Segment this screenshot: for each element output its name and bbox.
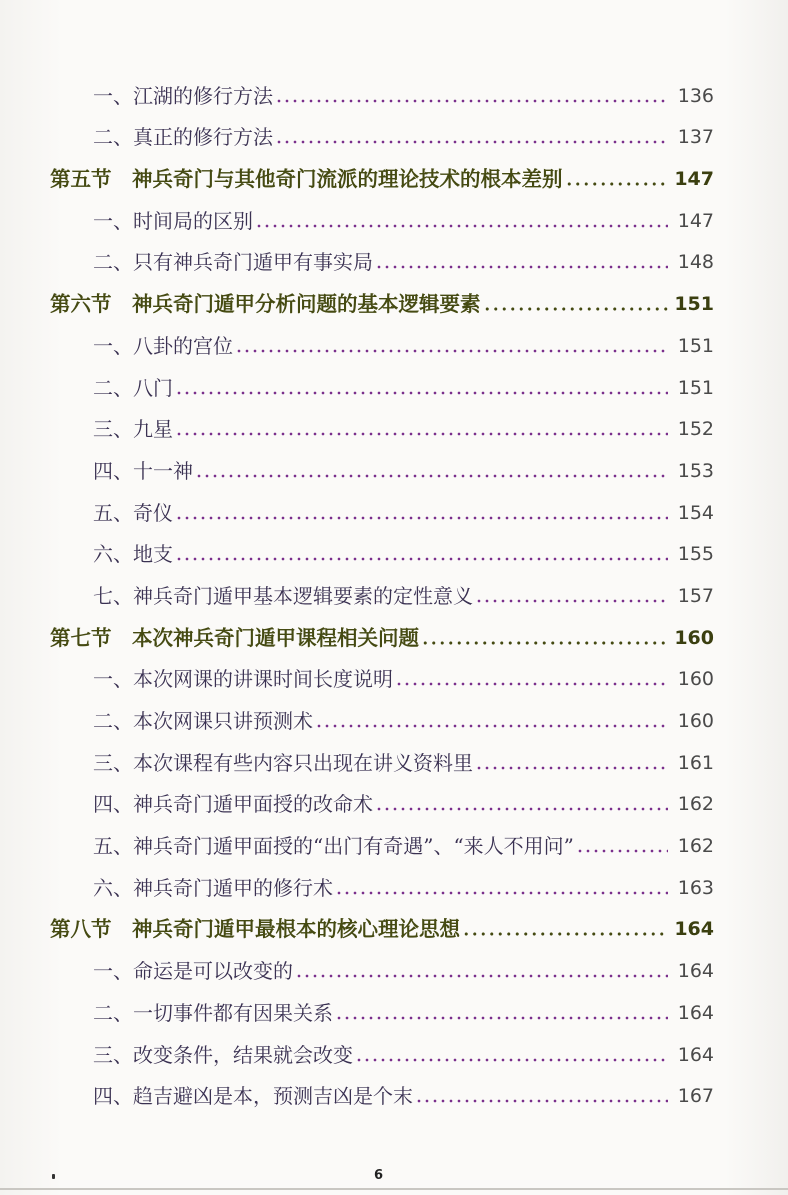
toc-section-entry[interactable]: [50, 153, 714, 195]
leader-dots: [335, 891, 668, 895]
toc-subsection-entry[interactable]: [50, 1071, 714, 1113]
toc-entry-title: 四、趋吉避凶是本，预测吉凶是个末: [93, 1084, 413, 1109]
toc-subsection-entry[interactable]: [50, 195, 714, 237]
toc-entry-page-number: 151: [674, 293, 714, 316]
leader-dots: [483, 307, 669, 311]
toc-subsection-entry[interactable]: [50, 987, 714, 1029]
toc-subsection-entry[interactable]: [50, 237, 714, 279]
leader-dots: [375, 265, 668, 269]
toc-subsection-entry[interactable]: [50, 654, 714, 696]
toc-entry-title: 三、九星: [93, 417, 173, 442]
toc-subsection-entry[interactable]: [50, 112, 714, 154]
toc-subsection-entry[interactable]: [50, 862, 714, 904]
toc-entry-title: 三、本次课程有些内容只出现在讲义资料里: [93, 750, 473, 775]
toc-entry-page-number: 161: [677, 751, 714, 774]
toc-entry-title: 二、八门: [93, 375, 173, 400]
toc-entry-title: 四、神兵奇门遁甲面授的改命术: [93, 792, 373, 817]
bottom-edge: [0, 1188, 788, 1190]
toc-entry-page-number: 137: [677, 126, 714, 149]
toc-subsection-entry[interactable]: [50, 70, 714, 112]
leader-dots: [395, 682, 668, 686]
toc-subsection-entry[interactable]: [50, 445, 714, 487]
toc-entry-title: 第七节 本次神兵奇门遁甲课程相关问题: [50, 625, 419, 650]
toc-section-entry[interactable]: [50, 612, 714, 654]
leader-dots: [175, 432, 668, 436]
footer-mark: [52, 1174, 55, 1179]
leader-dots: [576, 849, 668, 853]
toc-subsection-entry[interactable]: [50, 529, 714, 571]
toc-entry-title: 七、神兵奇门遁甲基本逻辑要素的定性意义: [93, 583, 473, 608]
leader-dots: [462, 932, 668, 936]
toc-entry-page-number: 153: [677, 459, 714, 482]
toc-entry-page-number: 155: [677, 543, 714, 566]
leader-dots: [235, 349, 668, 353]
toc-subsection-entry[interactable]: [50, 737, 714, 779]
toc-entry-title: 第六节 神兵奇门遁甲分析问题的基本逻辑要素: [50, 292, 481, 317]
toc-entry-title: 三、改变条件，结果就会改变: [93, 1042, 353, 1067]
leader-dots: [355, 1058, 668, 1062]
leader-dots: [175, 557, 668, 561]
leader-dots: [475, 766, 668, 770]
toc-entry-page-number: 151: [677, 334, 714, 357]
leader-dots: [315, 724, 668, 728]
toc-entry-title: 一、时间局的区别: [93, 208, 253, 233]
toc-entry-page-number: 148: [677, 251, 714, 274]
toc-entry-title: 六、神兵奇门遁甲的修行术: [93, 875, 333, 900]
toc-subsection-entry[interactable]: [50, 945, 714, 987]
toc-entry-title: 一、八卦的宫位: [93, 333, 233, 358]
leader-dots: [195, 474, 668, 478]
leader-dots: [175, 391, 668, 395]
toc-entry-title: 一、本次网课的讲课时间长度说明: [93, 667, 393, 692]
toc-entry-title: 二、一切事件都有因果关系: [93, 1000, 333, 1025]
toc-subsection-entry[interactable]: [50, 1029, 714, 1071]
toc-entry-page-number: 164: [677, 960, 714, 983]
toc-entry-page-number: 163: [677, 876, 714, 899]
leader-dots: [275, 99, 668, 103]
toc-subsection-entry[interactable]: [50, 779, 714, 821]
toc-entry-title: 一、江湖的修行方法: [93, 83, 273, 108]
toc-section-entry[interactable]: [50, 904, 714, 946]
table-of-contents: [50, 70, 714, 1112]
toc-entry-title: 六、地支: [93, 542, 173, 567]
toc-entry-page-number: 152: [677, 418, 714, 441]
leader-dots: [175, 516, 668, 520]
leader-dots: [421, 641, 668, 645]
toc-subsection-entry[interactable]: [50, 695, 714, 737]
toc-entry-page-number: 162: [677, 835, 714, 858]
toc-entry-title: 五、奇仪: [93, 500, 173, 525]
toc-entry-page-number: 147: [674, 168, 714, 191]
leader-dots: [565, 182, 669, 186]
leader-dots: [375, 807, 668, 811]
toc-entry-page-number: 157: [677, 584, 714, 607]
toc-entry-page-number: 164: [677, 1043, 714, 1066]
toc-subsection-entry[interactable]: [50, 570, 714, 612]
toc-entry-page-number: 164: [674, 918, 714, 941]
toc-entry-page-number: 151: [677, 376, 714, 399]
toc-entry-title: 二、真正的修行方法: [93, 125, 273, 150]
toc-entry-title: 第五节 神兵奇门与其他奇门流派的理论技术的根本差别: [50, 167, 563, 192]
leader-dots: [415, 1099, 668, 1103]
toc-entry-page-number: 164: [677, 1001, 714, 1024]
page-number: 6: [374, 1168, 384, 1183]
toc-entry-page-number: 162: [677, 793, 714, 816]
toc-entry-page-number: 136: [677, 84, 714, 107]
toc-entry-title: 一、命运是可以改变的: [93, 959, 293, 984]
toc-entry-page-number: 160: [677, 710, 714, 732]
toc-entry-title: 二、本次网课只讲预测术: [93, 709, 313, 733]
toc-entry-title: 第八节 神兵奇门遁甲最根本的核心理论思想: [50, 917, 460, 942]
leader-dots: [295, 974, 668, 978]
toc-entry-page-number: 167: [677, 1085, 714, 1108]
toc-entry-page-number: 147: [677, 209, 714, 232]
toc-subsection-entry[interactable]: [50, 362, 714, 404]
toc-entry-page-number: 160: [677, 668, 714, 691]
leader-dots: [335, 1016, 668, 1020]
toc-subsection-entry[interactable]: [50, 487, 714, 529]
toc-subsection-entry[interactable]: [50, 404, 714, 446]
toc-entry-page-number: 154: [677, 501, 714, 524]
toc-subsection-entry[interactable]: [50, 320, 714, 362]
toc-entry-title: 四、十一神: [93, 458, 193, 483]
leader-dots: [475, 599, 668, 603]
toc-entry-page-number: 160: [674, 626, 714, 649]
toc-entry-title: 五、神兵奇门遁甲面授的“出门有奇遇”、“来人不用问”: [93, 834, 574, 859]
leader-dots: [255, 224, 668, 228]
toc-section-entry[interactable]: [50, 278, 714, 320]
toc-subsection-entry[interactable]: [50, 820, 714, 862]
leader-dots: [275, 140, 668, 144]
toc-entry-title: 二、只有神兵奇门遁甲有事实局: [93, 250, 373, 275]
